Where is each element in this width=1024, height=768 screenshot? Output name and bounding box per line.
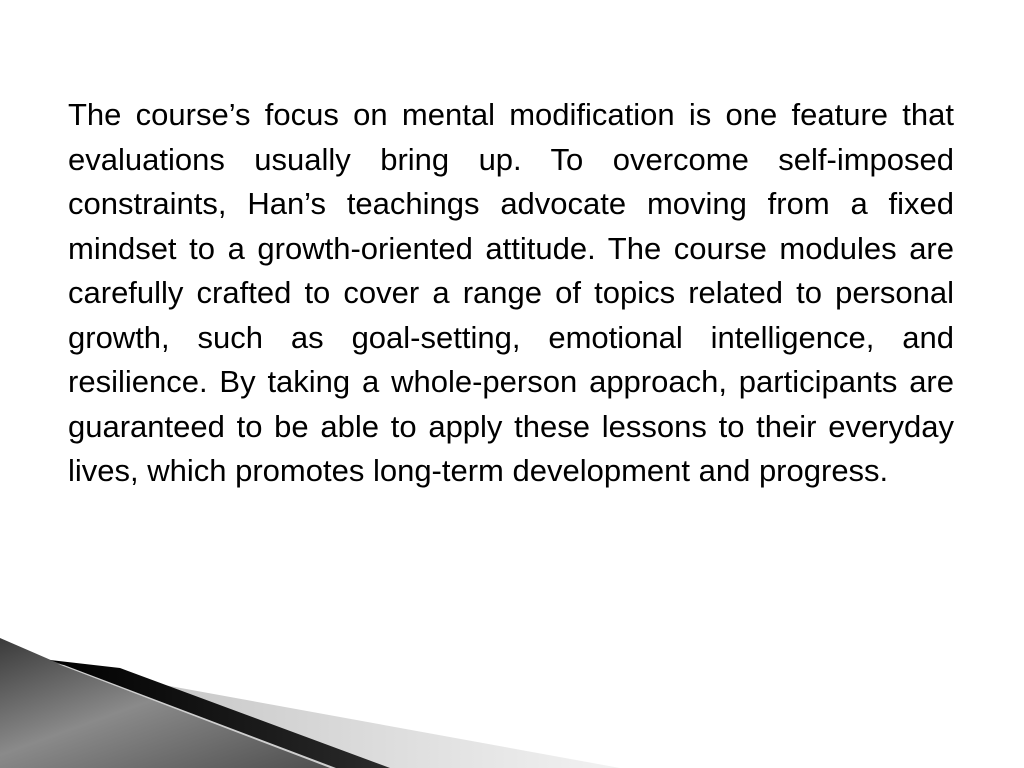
decorative-ribbon-graphic: [0, 638, 1024, 768]
slide-body-text: The course’s focus on mental modification is one feature that evaluations usually bring up. To overcome self-imposed constraints, Han’s teachings advocate moving from a fixed mindset to a growth-oriented attitude. The course modules are carefully crafted to cover a range of topics related to personal growth, such as goal-setting, emotional intelligence, and resilience. By taking a whole-person approach, participants are guaranteed to be able to apply these lessons to their everyday lives, which promotes long-term development and progress.: [68, 97, 954, 488]
